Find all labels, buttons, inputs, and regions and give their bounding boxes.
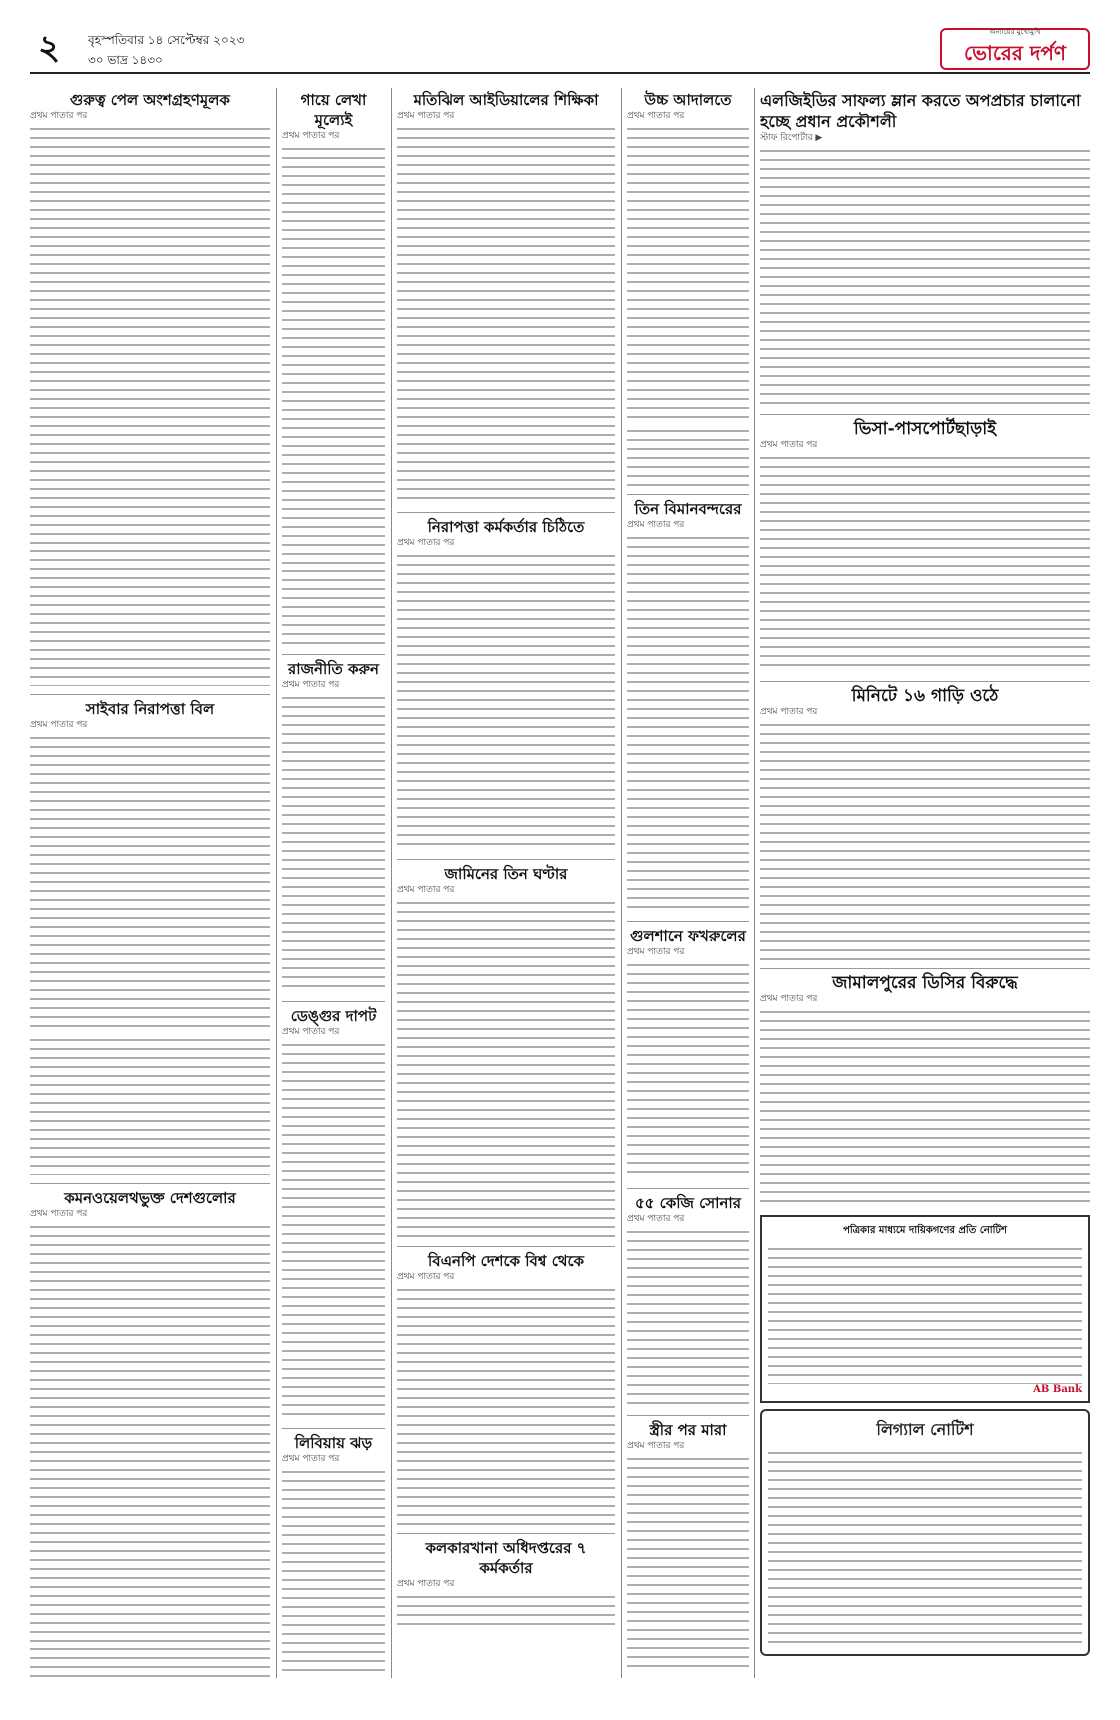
article-body	[627, 124, 749, 424]
legal-notice-heading: লিগ্যাল নোটিশ	[876, 1420, 974, 1439]
article	[30, 1183, 270, 1678]
article	[397, 1533, 615, 1632]
article	[282, 1428, 385, 1678]
column-rule	[276, 88, 277, 1678]
article	[627, 921, 749, 1180]
article	[282, 1001, 385, 1420]
article-headline: লিবিয়ায় ঝড়	[294, 1434, 373, 1452]
article	[760, 681, 1090, 960]
article-body	[760, 453, 1090, 673]
article-body	[30, 1035, 270, 1175]
article-body	[627, 1454, 749, 1674]
logo-tagline: অন্যায়ের মুখোমুখি	[989, 28, 1041, 36]
bank-notice	[760, 1215, 1090, 1403]
article-continuation: প্রথম পাতার পর	[30, 111, 88, 121]
article	[627, 90, 749, 486]
newspaper-logo	[940, 28, 1090, 70]
article-body	[760, 1007, 1090, 1207]
article-headline: ডেঙ্গুর দাপট	[290, 1007, 377, 1025]
article-body	[760, 720, 1090, 960]
article-continuation: প্রথম পাতার পর	[282, 131, 340, 141]
article-body	[397, 551, 615, 851]
article-headline: গুলশানে ফখরুলের	[630, 927, 746, 945]
article-headline: গায়ে লেখা মূল্যেই	[300, 91, 367, 129]
article-headline: কমনওয়েলথভুক্ত দেশগুলোর	[64, 1189, 236, 1207]
article	[627, 494, 749, 913]
masthead	[30, 28, 1090, 74]
article-headline: ভিসা-পাসপোর্টছাড়াই	[853, 419, 997, 439]
article-headline: সাইবার নিরাপত্তা বিল	[85, 700, 215, 718]
article-headline: তিন বিমানবন্দরের	[634, 500, 742, 518]
article-body	[282, 144, 385, 564]
article-headline: মিনিটে ১৬ গাড়ি ওঠে	[851, 686, 999, 706]
column-1	[30, 88, 270, 1678]
legal-notice-body	[768, 1448, 1082, 1648]
article	[30, 694, 270, 1175]
article-continuation: প্রথম পাতার পর	[760, 440, 818, 450]
date-gregorian: বৃহস্পতিবার ১৪ সেপ্টেম্বর ২০২৩	[88, 33, 245, 47]
column-rule	[621, 88, 622, 1678]
date-block	[88, 30, 244, 70]
article-headline: জামিনের তিন ঘণ্টার	[444, 865, 568, 883]
article-continuation: প্রথম পাতার পর	[282, 1454, 340, 1464]
article	[30, 90, 270, 686]
article-body	[627, 1227, 749, 1407]
article-body	[627, 960, 749, 1180]
article	[627, 1188, 749, 1407]
article	[397, 1246, 615, 1525]
date-bengali: ৩০ ভাদ্র ১৪৩০	[88, 53, 163, 67]
article-continuation: প্রথম পাতার পর	[760, 707, 818, 717]
article-continuation: প্রথম পাতার পর	[627, 947, 685, 957]
notice-heading: পত্রিকার মাধ্যমে দায়িকগণের প্রতি নোটিশ	[843, 1225, 1007, 1236]
article-headline: কলকারখানা অধিদপ্তরের ৭ কর্মকর্তার	[425, 1539, 587, 1577]
article-body	[397, 1592, 615, 1632]
legal-notice	[760, 1409, 1090, 1656]
article-continuation: প্রথম পাতার পর	[282, 1027, 340, 1037]
article-body	[30, 733, 270, 1033]
article-headline: জামালপুরের ডিসির বিরুদ্ধে	[832, 973, 1018, 993]
article-continuation: প্রথম পাতার পর	[397, 538, 455, 548]
article	[627, 1415, 749, 1674]
article-continuation: প্রথম পাতার পর	[627, 1214, 685, 1224]
article-headline: ৫৫ কেজি সোনার	[634, 1194, 742, 1212]
page-number: ২	[38, 28, 61, 68]
article-continuation: প্রথম পাতার পর	[397, 1272, 455, 1282]
article-headline: মতিঝিল আইডিয়ালের শিক্ষিকা	[413, 91, 599, 109]
article	[760, 968, 1090, 1207]
logo-text: ভোরের দর্পণ	[964, 41, 1066, 65]
article-body	[627, 533, 749, 913]
column-4	[627, 88, 749, 1678]
article-headline: বিএনপি দেশকে বিশ্ব থেকে	[427, 1252, 585, 1270]
article	[282, 654, 385, 993]
column-5	[760, 88, 1090, 1678]
column-rule	[391, 88, 392, 1678]
column-rule	[754, 88, 755, 1678]
article-continuation: প্রথম পাতার পর	[30, 1209, 88, 1219]
article-continuation: প্রথম পাতার পর	[30, 720, 88, 730]
notice-body	[768, 1244, 1082, 1384]
article-body	[30, 1222, 270, 1642]
article-byline: স্টাফ রিপোর্টার ▶	[760, 133, 823, 143]
article	[760, 90, 1090, 406]
article-headline: উচ্চ আদালতে	[644, 91, 732, 109]
article-body	[30, 546, 270, 686]
article-continuation: প্রথম পাতার পর	[397, 885, 455, 895]
article-body	[760, 146, 1090, 406]
article-continuation: প্রথম পাতার পর	[760, 994, 818, 1004]
article-headline: রাজনীতি করুন	[288, 660, 379, 678]
article-body	[397, 124, 615, 504]
article-continuation: প্রথম পাতার পর	[397, 1579, 455, 1589]
article-body	[397, 1285, 615, 1525]
article-continuation: প্রথম পাতার পর	[397, 111, 455, 121]
article	[397, 859, 615, 1238]
bank-logo: AB Bank	[1033, 1384, 1082, 1395]
article-body	[30, 1644, 270, 1678]
article-continuation: প্রথম পাতার পর	[282, 680, 340, 690]
article-headline: স্ত্রীর পর মারা	[649, 1421, 727, 1439]
article-headline: নিরাপত্তা কর্মকর্তার চিঠিতে	[427, 518, 585, 536]
article-body	[397, 898, 615, 1238]
column-2	[282, 88, 385, 1678]
article-body	[627, 426, 749, 486]
article	[760, 414, 1090, 673]
article-headline: এলজিইডির সাফল্য ম্লান করতে অপপ্রচার চালানো হচ্ছে প্রধান প্রকৌশলী	[760, 91, 1081, 131]
article-body	[30, 124, 270, 544]
article-body	[282, 566, 385, 646]
article-body	[282, 1040, 385, 1420]
article-continuation: প্রথম পাতার পর	[627, 520, 685, 530]
column-3	[397, 88, 615, 1678]
article-continuation: প্রথম পাতার পর	[627, 1441, 685, 1451]
article	[282, 90, 385, 646]
article-body	[282, 693, 385, 993]
article-continuation: প্রথম পাতার পর	[627, 111, 685, 121]
article-body	[282, 1467, 385, 1678]
article-headline: গুরুত্ব পেল অংশগ্রহণমূলক	[70, 91, 230, 109]
article	[397, 90, 615, 504]
article	[397, 512, 615, 851]
